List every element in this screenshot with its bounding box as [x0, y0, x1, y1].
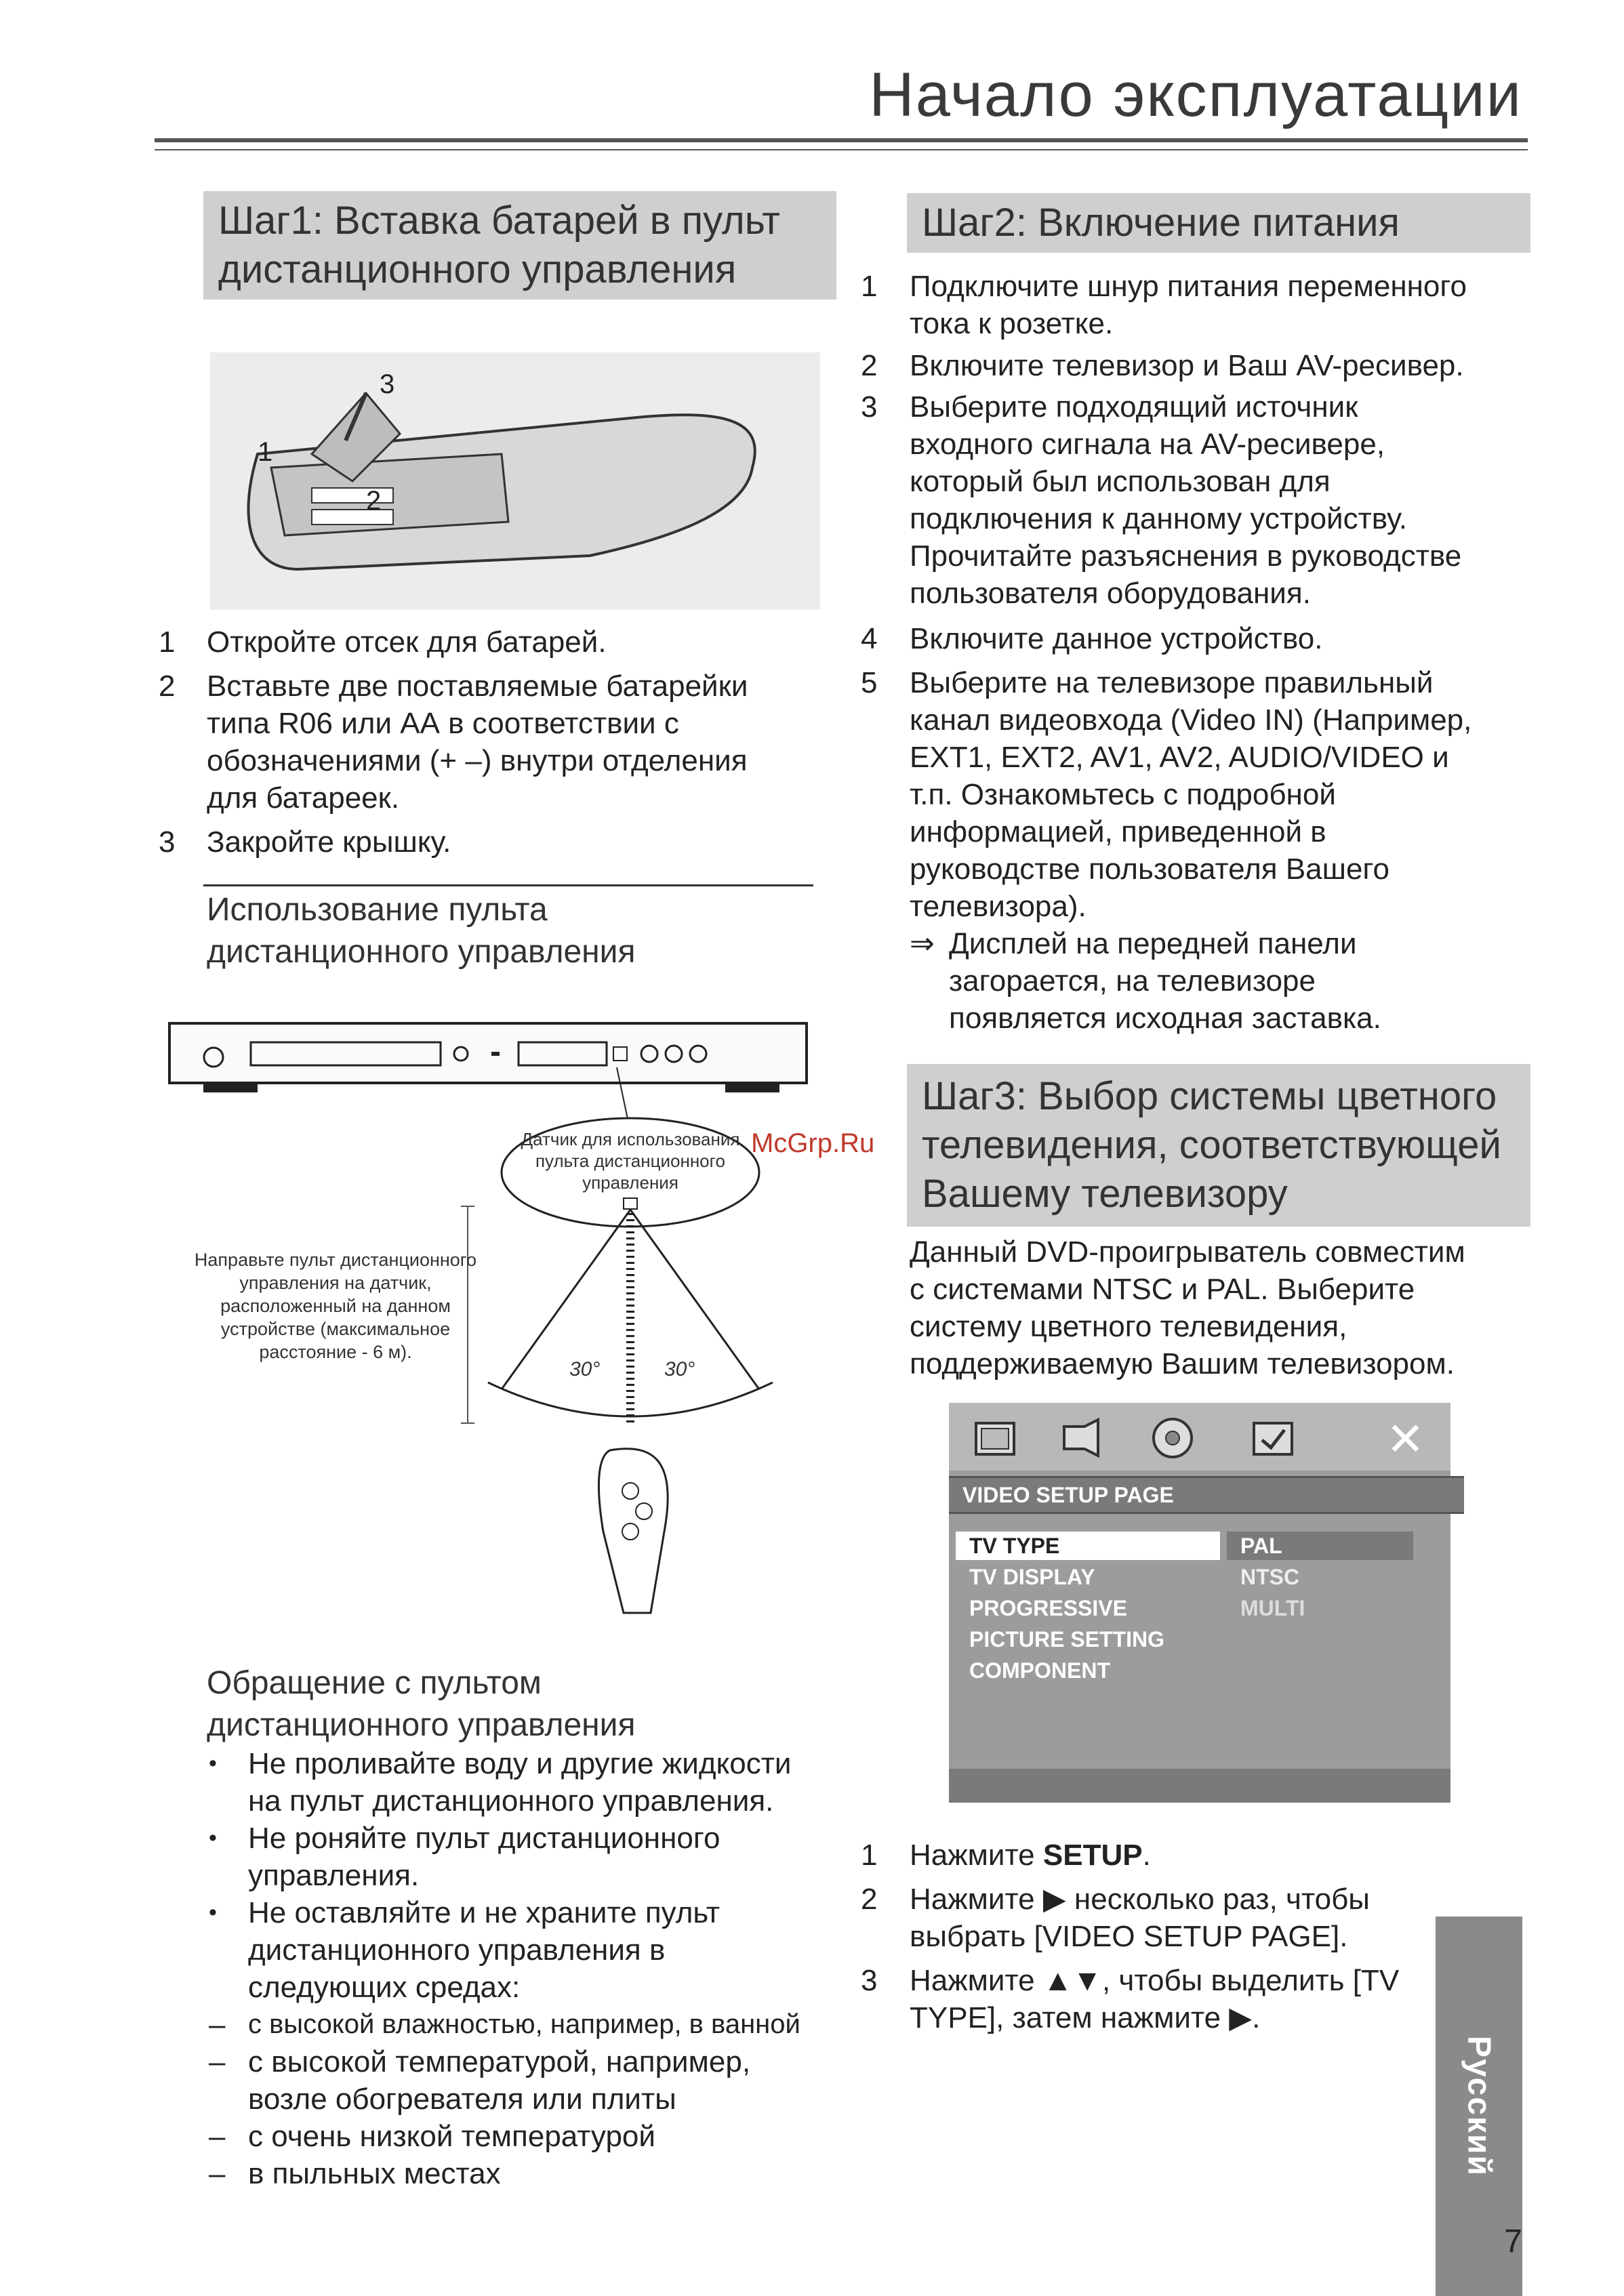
handling-dash-2 [248, 2043, 750, 2118]
menu-item-tv-display[interactable]: TV DISPLAY [969, 1565, 1095, 1589]
sensor-label-line1: Датчик для использования [521, 1129, 740, 1149]
audio-setup-icon[interactable] [1064, 1420, 1098, 1456]
step3-num-2: 2 [861, 1883, 878, 1916]
step3-item-1-prefix: Нажмите [910, 1839, 1043, 1872]
step2-num-1: 1 [861, 270, 878, 303]
handling-heading-line2: дистанционного управления [207, 1707, 636, 1743]
step3-item-1 [910, 1837, 1151, 1874]
step1-num-2: 2 [159, 670, 176, 703]
menu-footer-bar [949, 1769, 1450, 1803]
setup-menu [949, 1403, 1450, 1803]
fig-label-2: 2 [366, 486, 382, 516]
handling-heading [207, 1662, 635, 1746]
step2-item-line: т.п. Ознакомьтесь с подробной [910, 778, 1336, 811]
step2-item-2 [910, 347, 1464, 384]
step2-result-line: появляется исходная заставка. [949, 1002, 1381, 1035]
language-tab-label: Русский [1461, 2036, 1497, 2177]
option-pal[interactable]: PAL [1240, 1534, 1282, 1558]
sensor-label-line2: пульта дистанционного [535, 1151, 726, 1171]
watermark: McGrp.Ru [751, 1128, 875, 1158]
option-multi[interactable]: MULTI [1240, 1596, 1305, 1620]
menu-item-progressive[interactable]: PROGRESSIVE [969, 1596, 1127, 1620]
step2-item-line: телевизора). [910, 890, 1087, 923]
step2-num-2: 2 [861, 349, 878, 382]
step2-result [949, 925, 1381, 1037]
handling-dash-1 [248, 2006, 800, 2043]
handling-dash-3 [248, 2118, 655, 2155]
step1-item-1-line: Откройте отсек для батарей. [207, 626, 607, 659]
step1-item-2-line: Вставьте две поставляемые батарейки [207, 670, 748, 703]
step2-result-line: загорается, на телевизоре [949, 964, 1316, 998]
dash-mark: – [209, 2120, 226, 2153]
step2-num-4: 4 [861, 622, 878, 655]
step1-item-2 [207, 668, 748, 817]
handling-bullet-line: Не роняйте пульт дистанционного [248, 1822, 720, 1855]
sensor-label-line3: управления [582, 1172, 678, 1193]
step3-intro [910, 1233, 1465, 1382]
step1-item-3-line: Закройте крышку. [207, 825, 451, 859]
step2-item-line: руководстве пользователя Вашего [910, 853, 1389, 886]
step2-item-5 [910, 664, 1471, 925]
dash-mark: – [209, 2008, 226, 2041]
step3-item-line: TYPE], затем нажмите ▶. [910, 2001, 1261, 2034]
aim-line: расположенный на данном [220, 1296, 451, 1316]
use-remote-rule [203, 884, 813, 886]
step2-item-line: Выберите на телевизоре правильный [910, 666, 1434, 699]
handling-bullet-line: Не проливайте воду и другие жидкости [248, 1747, 792, 1780]
handling-dash-line: с высокой влажностью, например, в ванной [248, 2009, 800, 2039]
step2-item-4 [910, 620, 1322, 657]
menu-item-picture-setting[interactable]: PICTURE SETTING [969, 1627, 1165, 1652]
step2-heading: Шаг2: Включение питания [907, 193, 1530, 253]
handling-dash-4 [248, 2155, 501, 2192]
battery-figure [210, 352, 820, 610]
handling-dash-line: возле обогревателя или плиты [248, 2083, 676, 2116]
general-setup-icon[interactable] [976, 1423, 1014, 1454]
step2-item-line: Подключите шнур питания переменного [910, 270, 1467, 303]
dash-mark: – [209, 2045, 226, 2078]
step3-num-3: 3 [861, 1964, 878, 1997]
step3-num-1: 1 [861, 1839, 878, 1872]
handling-bullet-2 [248, 1820, 720, 1894]
use-remote-heading-line1: Использование пульта [207, 892, 548, 928]
step2-item-line: канал видеовхода (Video IN) (Например, [910, 703, 1472, 737]
step3-heading-line1: Шаг3: Выбор системы цветного [922, 1074, 1497, 1118]
step1-item-1 [207, 623, 607, 661]
angle-left: 30° [569, 1358, 601, 1380]
step2-item-1 [910, 268, 1467, 342]
step2-item-line: входного сигнала на AV-ресивере, [910, 428, 1385, 461]
step3-item-3 [910, 1962, 1399, 2036]
handling-bullet-mark: • [209, 1900, 217, 1925]
handling-dash-line: с очень низкой температурой [248, 2120, 655, 2153]
step2-item-line: информацией, приведенной в [910, 815, 1326, 848]
preference-icon[interactable] [1254, 1423, 1292, 1454]
step3-item-line: Нажмите ▲▼, чтобы выделить [TV [910, 1964, 1400, 1997]
step1-num-3: 3 [159, 825, 176, 859]
step2-item-line: Прочитайте разъяснения в руководстве [910, 539, 1462, 573]
result-arrow: ⇒ [910, 927, 935, 960]
aim-line: Направьте пульт дистанционного [194, 1250, 477, 1270]
handling-bullet-3 [248, 1894, 720, 2006]
aim-line: расстояние - 6 м). [259, 1342, 412, 1362]
handling-bullet-line: Не оставляйте и не храните пульт [248, 1896, 720, 1929]
step1-item-2-line: для батареек. [207, 781, 400, 815]
step2-result-line: Дисплей на передней панели [949, 927, 1357, 960]
step2-item-line: Выберите подходящий источник [910, 390, 1358, 424]
handling-dash-line: в пыльных местах [248, 2157, 501, 2190]
handling-bullet-mark: • [209, 1750, 217, 1776]
video-setup-icon[interactable] [1154, 1419, 1192, 1457]
step3-item-line: выбрать [VIDEO SETUP PAGE]. [910, 1920, 1348, 1953]
step3-item-1-suffix: . [1142, 1839, 1151, 1872]
step2-item-line: который был использован для [910, 465, 1331, 498]
fig-label-1: 1 [258, 437, 273, 467]
handling-dash-line: с высокой температурой, например, [248, 2045, 751, 2078]
page-title: Начало эксплуатации [869, 60, 1522, 129]
step1-item-2-line: обозначениями (+ –) внутри отделения [207, 744, 748, 777]
handling-bullet-line: следующих средах: [248, 1971, 521, 2004]
dash-mark: – [209, 2157, 226, 2190]
page-number: 7 [1504, 2223, 1522, 2259]
aim-instruction [176, 1248, 495, 1364]
step3-intro-line: Данный DVD-проигрыватель совместим [910, 1235, 1465, 1269]
menu-close-icon[interactable]: ✕ [1386, 1414, 1425, 1465]
title-rule [155, 138, 1528, 150]
step2-item-line: Включите телевизор и Ваш AV-ресивер. [910, 349, 1464, 382]
setup-key-label: SETUP [1042, 1839, 1143, 1872]
handling-bullet-mark: • [209, 1825, 217, 1851]
step3-item-2 [910, 1881, 1370, 1955]
menu-item-component[interactable]: COMPONENT [969, 1658, 1110, 1683]
step1-heading-line1: Шаг1: Вставка батарей в пульт [218, 199, 780, 243]
step1-heading-line2: дистанционного управления [218, 247, 737, 291]
aim-line: устройстве (максимальное [220, 1319, 451, 1339]
step2-item-line: тока к розетке. [910, 307, 1114, 340]
step3-item-line: Нажмите ▶ несколько раз, чтобы [910, 1883, 1370, 1916]
handling-bullet-1 [248, 1745, 792, 1820]
step2-item-line: Включите данное устройство. [910, 622, 1323, 655]
menu-item-tv-type[interactable]: TV TYPE [969, 1534, 1060, 1558]
step1-num-1: 1 [159, 626, 176, 659]
handling-bullet-line: на пульт дистанционного управления. [248, 1784, 774, 1818]
step2-item-line: EXT1, EXT2, AV1, AV2, AUDIO/VIDEO и [910, 741, 1449, 774]
fig-label-3: 3 [380, 369, 395, 399]
step3-heading-line3: Вашему телевизору [922, 1172, 1288, 1216]
step3-heading [907, 1064, 1530, 1227]
angle-right: 30° [664, 1358, 695, 1380]
menu-header: VIDEO SETUP PAGE [949, 1476, 1464, 1514]
step2-num-5: 5 [861, 666, 878, 699]
step3-intro-line: систему цветного телевидения, [910, 1310, 1347, 1343]
step2-item-line: пользователя оборудования. [910, 577, 1311, 610]
step1-item-3 [207, 823, 451, 861]
step3-heading-line2: телевидения, соответствующей [922, 1123, 1501, 1167]
handling-bullet-line: дистанционного управления в [248, 1933, 666, 1967]
step3-intro-line: с системами NTSC и PAL. Выберите [910, 1273, 1415, 1306]
step1-item-2-line: типа R06 или АА в соответствии с [207, 707, 679, 740]
handling-heading-line1: Обращение с пультом [207, 1665, 542, 1701]
use-remote-heading [207, 889, 635, 973]
step2-num-3: 3 [861, 390, 878, 424]
step2-item-3 [910, 388, 1461, 612]
aim-line: управления на датчик, [239, 1273, 432, 1293]
handling-bullet-line: управления. [248, 1859, 420, 1892]
use-remote-heading-line2: дистанционного управления [207, 934, 636, 970]
step1-heading [203, 191, 836, 300]
menu-icon-bar [949, 1403, 1450, 1471]
option-ntsc[interactable]: NTSC [1240, 1565, 1300, 1589]
step3-intro-line: поддерживаемую Вашим телевизором. [910, 1347, 1455, 1380]
step2-item-line: подключения к данному устройству. [910, 502, 1407, 535]
